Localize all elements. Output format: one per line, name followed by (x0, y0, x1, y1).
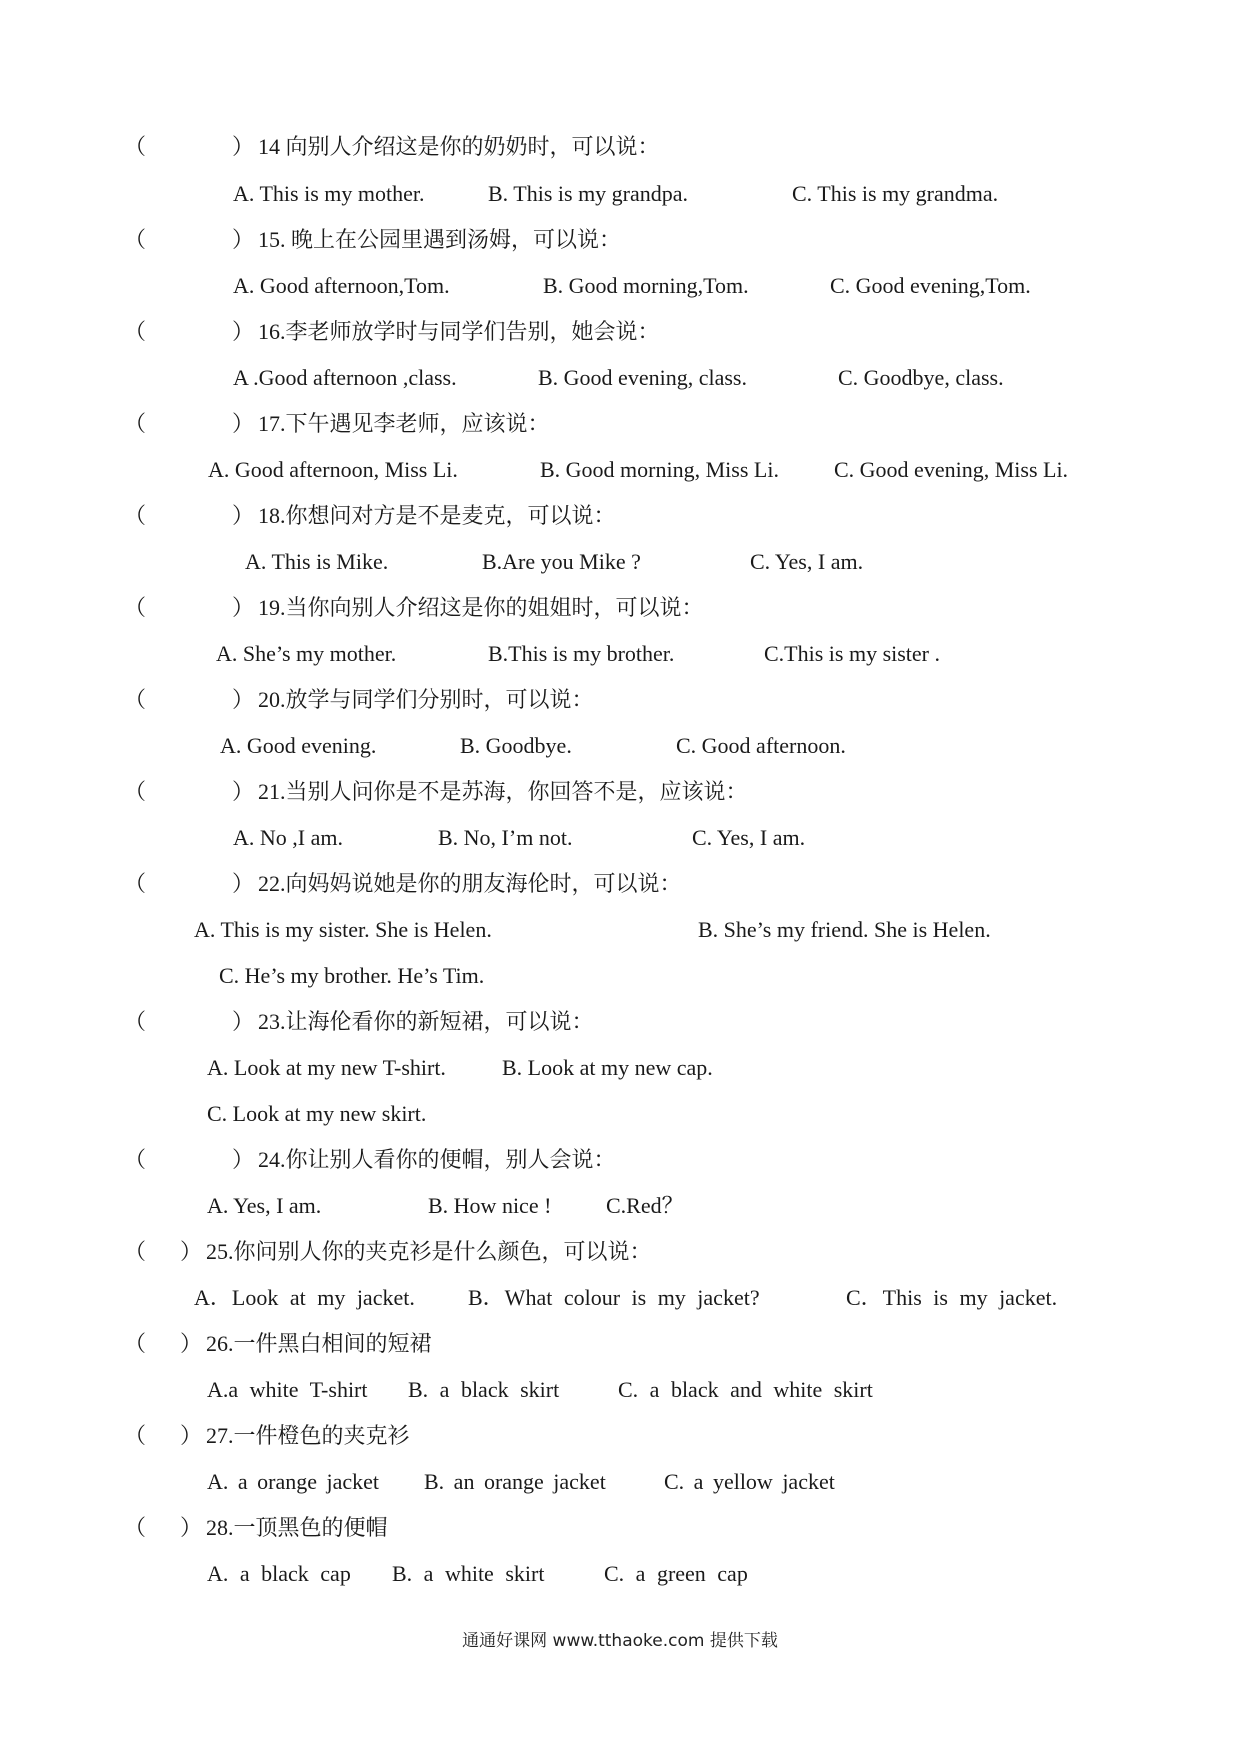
option-b: B. No, I’m not. (438, 825, 573, 850)
options-19 (0, 640, 1240, 668)
option-a: A. No ,I am. (233, 825, 343, 850)
options-24 (0, 1192, 1240, 1220)
options-21 (0, 824, 1240, 852)
question-text: 14 向别人介绍这是你的奶奶时，可以说： (258, 134, 660, 159)
option-a: A. She’s my mother. (216, 641, 397, 666)
option-b: B. a black skirt (408, 1377, 560, 1402)
question-text: 21.当别人问你是不是苏海，你回答不是，应该说： (258, 779, 748, 804)
option-c: C. Yes, I am. (692, 825, 806, 850)
options-14 (0, 180, 1240, 208)
answer-bracket-close: ） (180, 1239, 203, 1264)
options-27 (0, 1468, 1240, 1496)
question-21 (0, 778, 1240, 806)
answer-bracket-open: （ (124, 779, 147, 804)
answer-bracket-open: （ (124, 411, 147, 436)
answer-bracket-open: （ (124, 595, 147, 620)
option-b: B. She’s my friend. She is Helen. (698, 917, 991, 942)
option-c: C. Good evening,Tom. (830, 273, 1031, 298)
option-c: C．This is my jacket. (846, 1285, 1058, 1310)
answer-bracket-close: ） (232, 687, 255, 712)
option-c: C. a yellow jacket (664, 1469, 835, 1494)
options-26 (0, 1376, 1240, 1404)
answer-bracket-close: ） (180, 1423, 203, 1448)
question-text: 26.一件黑白相间的短裙 (206, 1331, 432, 1356)
option-b: B. Good evening, class. (538, 365, 747, 390)
question-text: 23.让海伦看你的新短裙，可以说： (258, 1009, 594, 1034)
option-c: C. Yes, I am. (750, 549, 864, 574)
answer-bracket-open: （ (124, 1009, 147, 1034)
option-b: B. Good morning,Tom. (543, 273, 749, 298)
answer-bracket-close: ） (232, 319, 255, 344)
option-b: B. Good morning, Miss Li. (540, 457, 779, 482)
answer-bracket-close: ） (232, 779, 255, 804)
options-22 (0, 916, 1240, 944)
question-20 (0, 686, 1240, 714)
option-a: A.a white T-shirt (207, 1377, 368, 1402)
answer-bracket-open: （ (124, 319, 147, 344)
option-c: C. a black and white skirt (618, 1377, 873, 1402)
option-a: A．Look at my jacket. (194, 1285, 415, 1310)
option-a: A. This is my mother. (233, 181, 425, 206)
option-c: C. Goodbye, class. (838, 365, 1004, 390)
answer-bracket-open: （ (124, 134, 147, 159)
options-28 (0, 1560, 1240, 1588)
answer-bracket-close: ） (232, 1009, 255, 1034)
answer-bracket-close: ） (232, 227, 255, 252)
option-c: C. He’s my brother. He’s Tim. (219, 963, 485, 988)
question-text: 15. 晚上在公园里遇到汤姆，可以说： (258, 227, 622, 252)
option-b: B. How nice ! (428, 1193, 552, 1218)
option-c: C.This is my sister . (764, 641, 941, 666)
option-b: B．What colour is my jacket? (468, 1285, 760, 1310)
answer-bracket-open: （ (124, 227, 147, 252)
question-26 (0, 1330, 1240, 1358)
question-22 (0, 870, 1240, 898)
option-b: B. This is my grandpa. (488, 181, 689, 206)
option-a: A. Good afternoon,Tom. (233, 273, 450, 298)
question-17 (0, 410, 1240, 438)
question-18 (0, 502, 1240, 530)
answer-bracket-open: （ (124, 1423, 147, 1448)
answer-bracket-open: （ (124, 1239, 147, 1264)
question-23 (0, 1008, 1240, 1036)
options-25 (0, 1284, 1240, 1312)
question-text: 27.一件橙色的夹克衫 (206, 1423, 410, 1448)
answer-bracket-close: ） (232, 1147, 255, 1172)
answer-bracket-open: （ (124, 871, 147, 896)
option-c: C. Look at my new skirt. (207, 1101, 427, 1126)
question-28 (0, 1514, 1240, 1542)
question-27 (0, 1422, 1240, 1450)
options-20 (0, 732, 1240, 760)
answer-bracket-open: （ (124, 1515, 147, 1540)
option-b: B. an orange jacket (424, 1469, 606, 1494)
options-23 (0, 1054, 1240, 1082)
footer-download-note: 通通好课网 www.tthaoke.com 提供下载 (462, 1631, 778, 1651)
answer-bracket-open: （ (124, 1331, 147, 1356)
question-text: 24.你让别人看你的便帽，别人会说： (258, 1147, 616, 1172)
question-14 (0, 133, 1240, 161)
question-text: 16.李老师放学时与同学们告别，她会说： (258, 319, 660, 344)
option-c: C. Good evening, Miss Li. (834, 457, 1069, 482)
option-a: A. Good evening. (220, 733, 377, 758)
question-text: 18.你想问对方是不是麦克，可以说： (258, 503, 616, 528)
options-15 (0, 272, 1240, 300)
answer-bracket-close: ） (180, 1515, 203, 1540)
option-a: A. This is my sister. She is Helen. (194, 917, 492, 942)
option-c: C.Red？ (606, 1193, 684, 1218)
option-a: A .Good afternoon ,class. (233, 365, 457, 390)
option-a: A. a orange jacket (207, 1469, 380, 1494)
options-17 (0, 456, 1240, 484)
option-b: B.Are you Mike ? (482, 549, 641, 574)
question-19 (0, 594, 1240, 622)
option-a: A. Good afternoon, Miss Li. (208, 457, 458, 482)
answer-bracket-close: ） (232, 503, 255, 528)
option-b: B.This is my brother. (488, 641, 675, 666)
answer-bracket-open: （ (124, 1147, 147, 1172)
option-a: A. Look at my new T-shirt. (207, 1055, 446, 1080)
option-a: A. Yes, I am. (207, 1193, 322, 1218)
options-18 (0, 548, 1240, 576)
option-c: C. a green cap (604, 1561, 748, 1586)
question-15 (0, 226, 1240, 254)
answer-bracket-open: （ (124, 503, 147, 528)
question-text: 22.向妈妈说她是你的朋友海伦时，可以说： (258, 871, 682, 896)
question-25 (0, 1238, 1240, 1266)
options-23-continued (0, 1100, 1240, 1128)
option-a: A. a black cap (207, 1561, 351, 1586)
question-text: 19.当你向别人介绍这是你的姐姐时，可以说： (258, 595, 704, 620)
answer-bracket-open: （ (124, 687, 147, 712)
answer-bracket-close: ） (180, 1331, 203, 1356)
answer-bracket-close: ） (232, 411, 255, 436)
option-c: C. This is my grandma. (792, 181, 999, 206)
question-text: 17.下午遇见李老师，应该说： (258, 411, 550, 436)
question-text: 28.一顶黑色的便帽 (206, 1515, 388, 1540)
answer-bracket-close: ） (232, 595, 255, 620)
option-c: C. Good afternoon. (676, 733, 846, 758)
question-24 (0, 1146, 1240, 1174)
option-a: A. This is Mike. (245, 549, 389, 574)
question-text: 25.你问别人你的夹克衫是什么颜色，可以说： (206, 1239, 652, 1264)
answer-bracket-close: ） (232, 871, 255, 896)
option-b: B. Goodbye. (460, 733, 572, 758)
question-16 (0, 318, 1240, 346)
option-b: B. a white skirt (392, 1561, 545, 1586)
options-16 (0, 364, 1240, 392)
option-b: B. Look at my new cap. (502, 1055, 713, 1080)
answer-bracket-close: ） (232, 134, 255, 159)
question-text: 20.放学与同学们分别时，可以说： (258, 687, 594, 712)
options-22-continued (0, 962, 1240, 990)
